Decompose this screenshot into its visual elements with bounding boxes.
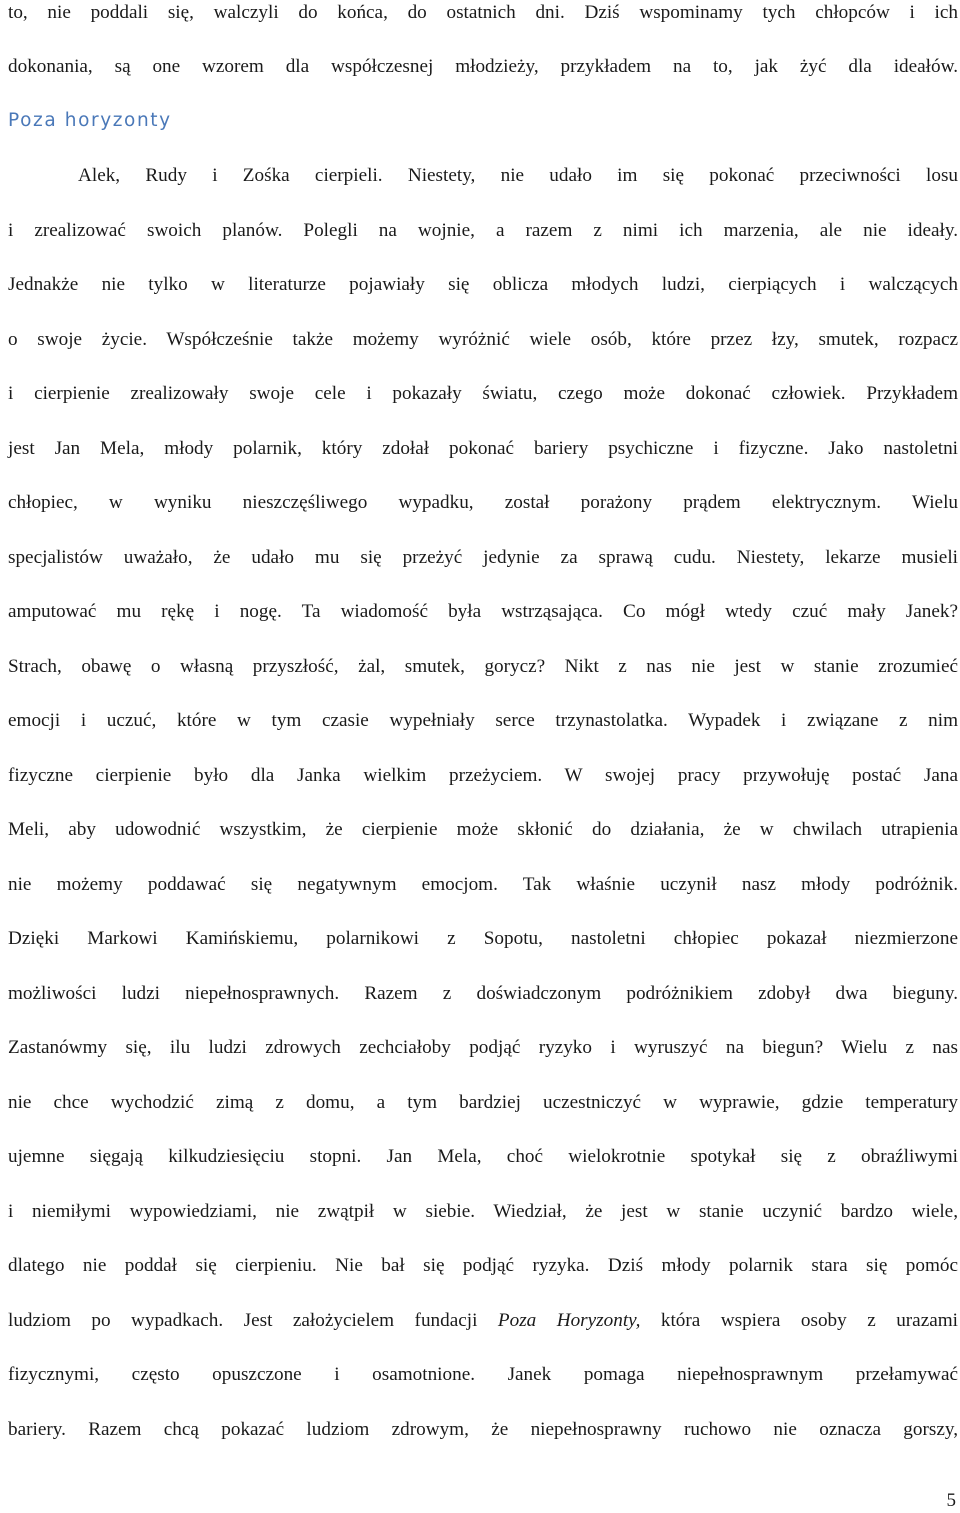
paragraph-line: chłopiec, w wyniku nieszczęśliwego wypadku, został porażony prądem elektrycznym. Wielu: [8, 492, 958, 513]
paragraph-line: amputować mu rękę i nogę. Ta wiadomość była wstrząsająca. Co mógł wtedy czuć mały Janek?: [8, 601, 958, 622]
paragraph-line: i niemiłymi wypowiedziami, nie zwątpił w siebie. Wiedział, że jest w stanie uczynić bardzo wiele,: [8, 1201, 958, 1222]
paragraph-line: możliwości ludzi niepełnosprawnych. Razem z doświadczonym podróżnikiem zdobył dwa bieguny.: [8, 983, 958, 1004]
paragraph-line: bariery. Razem chcą pokazać ludziom zdrowym, że niepełnosprawny ruchowo nie oznacza gorszy,: [8, 1419, 958, 1440]
paragraph-line: jest Jan Mela, młody polarnik, który zdołał pokonać bariery psychiczne i fizyczne. Jako nastoletni: [8, 438, 958, 459]
paragraph-line: specjalistów uważało, że udało mu się przeżyć jedynie za sprawą cudu. Niestety, lekarze musieli: [8, 547, 958, 568]
paragraph-line: ujemne sięgają kilkudziesięciu stopni. Jan Mela, choć wielokrotnie spotykał się z obraźliwymi: [8, 1146, 958, 1167]
foundation-text-after: która wspiera osoby z urazami: [640, 1310, 958, 1331]
paragraph-line: i zrealizować swoich planów. Polegli na wojnie, a razem z nimi ich marzenia, ale nie ideały.: [8, 220, 958, 241]
paragraph-line: dlatego nie poddał się cierpieniu. Nie bał się podjąć ryzyka. Dziś młody polarnik stara się pomóc: [8, 1255, 958, 1276]
paragraph-line: nie chce wychodzić zimą z domu, a tym bardziej uczestniczyć w wyprawie, gdzie temperatury: [8, 1092, 958, 1113]
paragraph-line: Strach, obawę o własną przyszłość, żal, smutek, gorycz? Nikt z nas nie jest w stanie zrozumieć: [8, 656, 958, 677]
paragraph-line: Dzięki Markowi Kamińskiemu, polarnikowi z Sopotu, nastoletni chłopiec pokazał niezmierzone: [8, 928, 958, 949]
paragraph-line: fizycznymi, często opuszczone i osamotnione. Janek pomaga niepełnosprawnym przełamywać: [8, 1364, 958, 1385]
foundation-text-before: ludziom po wypadkach. Jest założycielem fundacji: [8, 1310, 498, 1331]
foundation-name: Poza Horyzonty,: [497, 1310, 641, 1331]
paragraph-line: Meli, aby udowodnić wszystkim, że cierpienie może skłonić do działania, że w chwilach utrapienia: [8, 819, 958, 840]
paragraph-line: Alek, Rudy i Zośka cierpieli. Niestety, nie udało im się pokonać przeciwności losu: [78, 165, 958, 186]
paragraph-line: o swoje życie. Współcześnie także możemy wyróżnić wiele osób, które przez łzy, smutek, rozpacz: [8, 329, 958, 350]
paragraph-line: emocji i uczuć, które w tym czasie wypełniały serce trzynastolatka. Wypadek i związane z nim: [8, 710, 958, 731]
page-number: 5: [946, 1490, 956, 1511]
paragraph-line: dokonania, są one wzorem dla współczesnej młodzieży, przykładem na to, jak żyć dla ideałów.: [8, 56, 958, 77]
paragraph-line-foundation: [8, 1306, 958, 1336]
paragraph-line: i cierpienie zrealizowały swoje cele i pokazały światu, czego może dokonać człowiek. Przykładem: [8, 383, 958, 404]
paragraph-line: fizyczne cierpienie było dla Janka wielkim przeżyciem. W swojej pracy przywołuję postać Jana: [8, 765, 958, 786]
paragraph-line: Zastanówmy się, ilu ludzi zdrowych zechciałoby podjąć ryzyko i wyruszyć na biegun? Wielu z nas: [8, 1037, 958, 1058]
paragraph-line: Jednakże nie tylko w literaturze pojawiały się oblicza młodych ludzi, cierpiących i walczących: [8, 274, 958, 295]
section-heading: Poza horyzonty: [8, 110, 172, 131]
paragraph-line: to, nie poddali się, walczyli do końca, do ostatnich dni. Dziś wspominamy tych chłopców i ich: [8, 2, 958, 23]
paragraph-line: nie możemy poddawać się negatywnym emocjom. Tak właśnie uczynił nasz młody podróżnik.: [8, 874, 958, 895]
